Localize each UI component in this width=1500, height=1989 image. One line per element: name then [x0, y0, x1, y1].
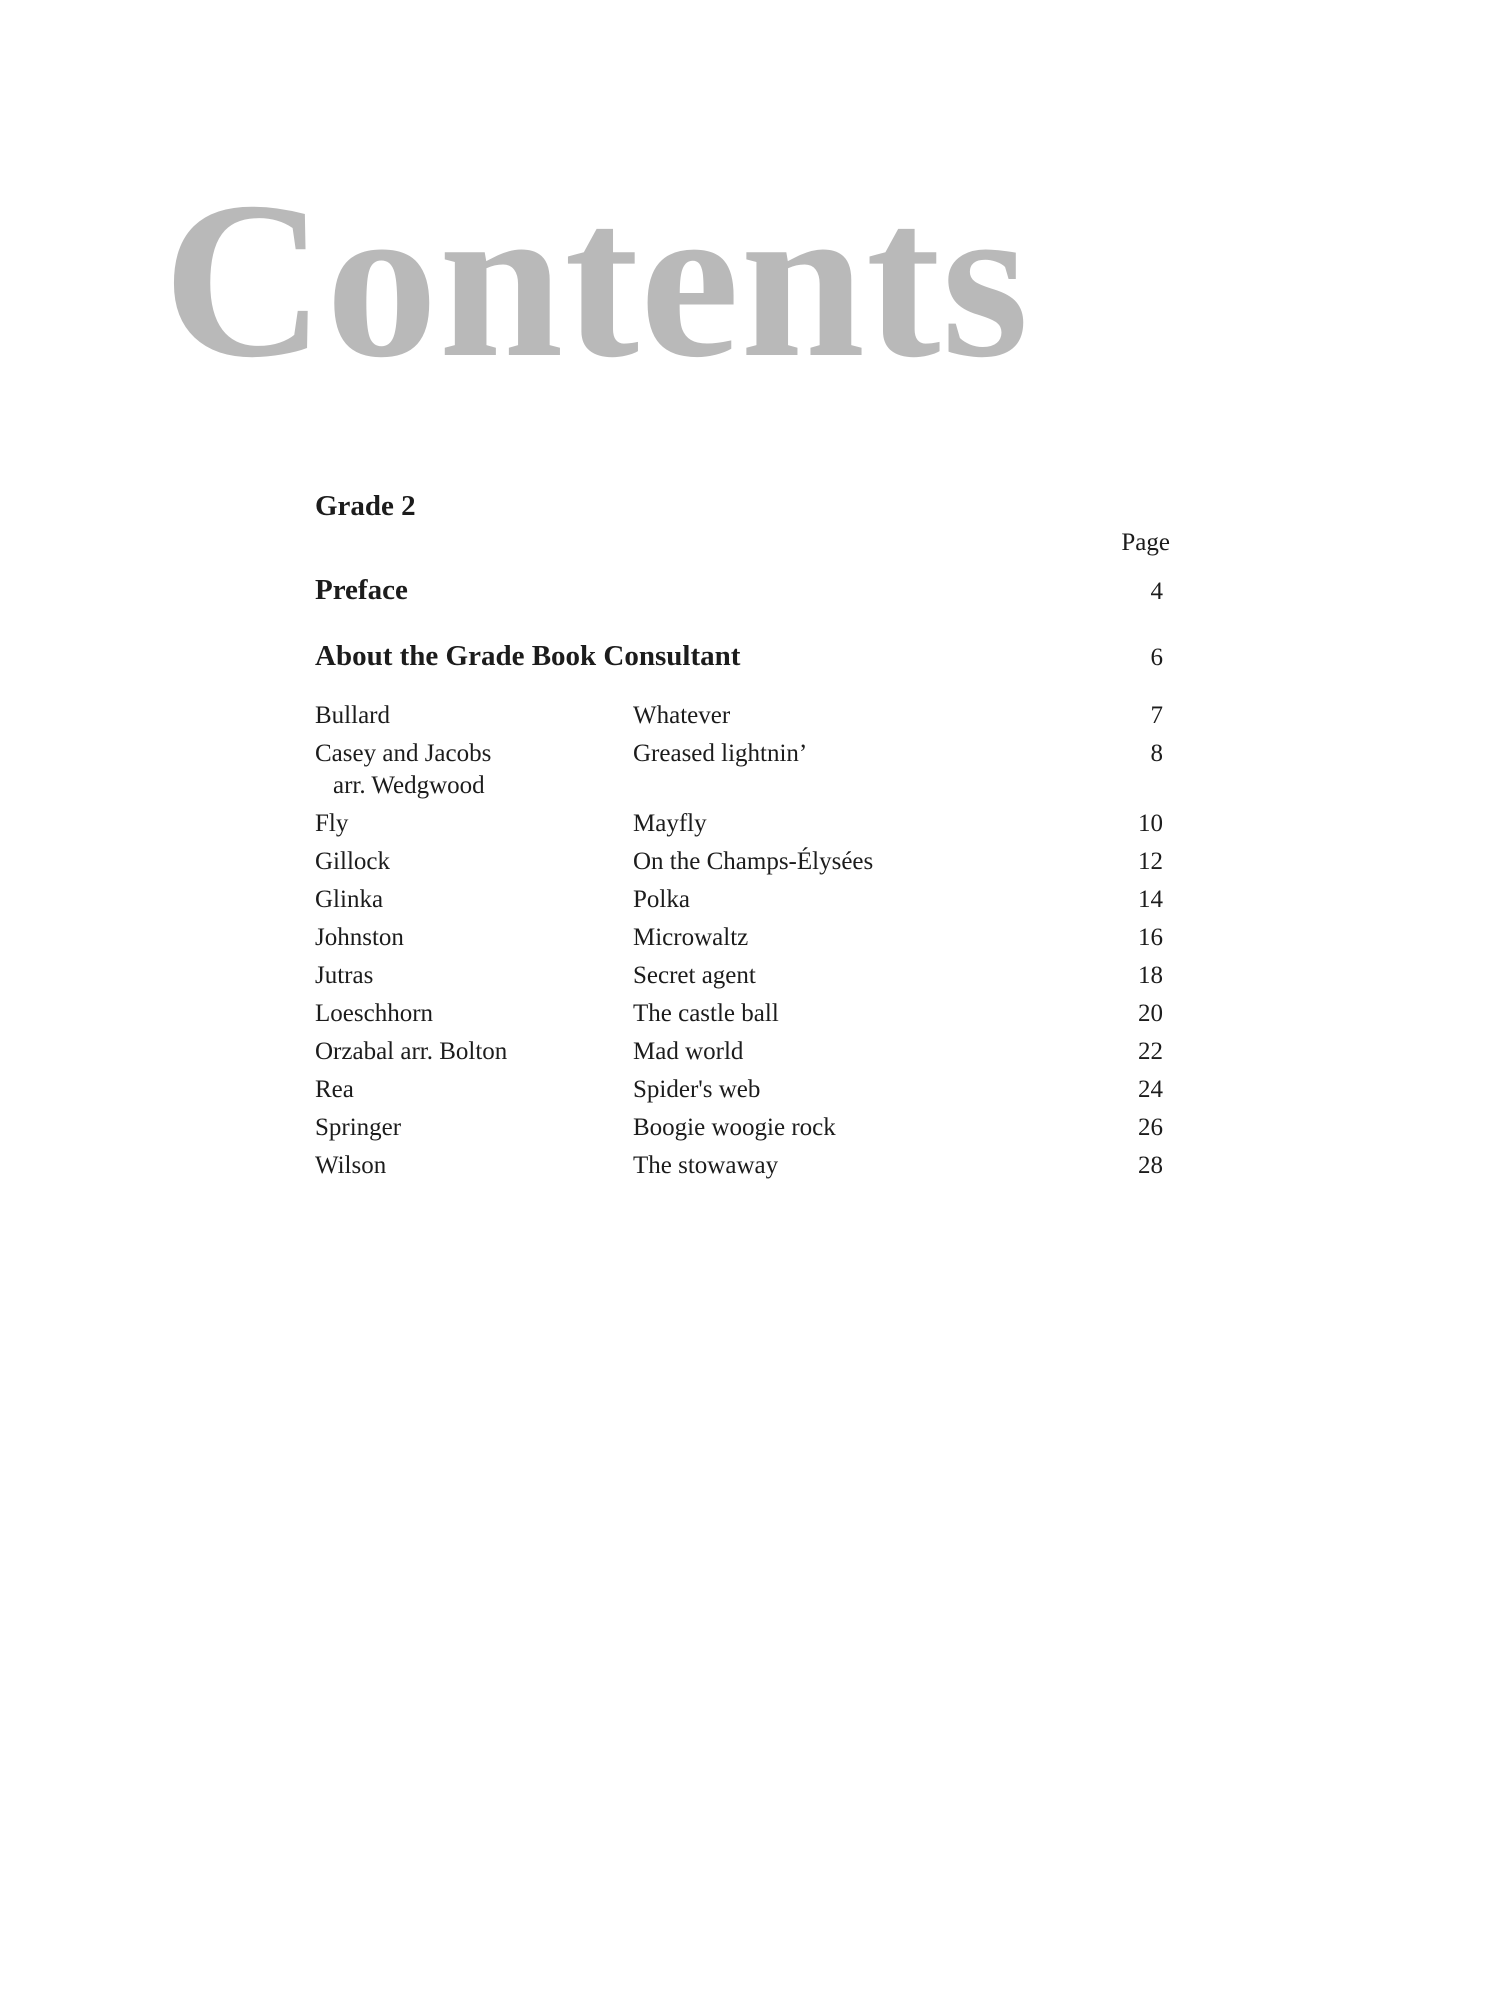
- section-label: About the Grade Book Consultant: [315, 640, 741, 672]
- entry-page-number: 8: [1150, 740, 1163, 767]
- entry-page-number: 18: [1138, 962, 1163, 989]
- composer-line-1: Casey and Jacobs: [315, 740, 492, 767]
- toc-entry[interactable]: [315, 960, 1170, 992]
- entry-page-number: 10: [1138, 810, 1163, 837]
- entry-page-number: 24: [1138, 1076, 1163, 1103]
- composer-name: Orzabal arr. Bolton: [315, 1038, 508, 1065]
- entry-page-number: 12: [1138, 848, 1163, 875]
- piece-title: Secret agent: [633, 962, 756, 989]
- entry-page-number: 20: [1138, 1000, 1163, 1027]
- piece-title: Mad world: [633, 1038, 744, 1065]
- piece-title: Spider's web: [633, 1076, 761, 1103]
- composer-name: Loeschhorn: [315, 1000, 434, 1027]
- piece-title: On the Champs-Élysées: [633, 848, 874, 875]
- composer-name: Johnston: [315, 924, 404, 951]
- toc-entry[interactable]: [315, 700, 1170, 732]
- section-page-number: 4: [1150, 578, 1163, 605]
- piece-title: Whatever: [633, 702, 731, 729]
- composer-name: Fly: [315, 810, 349, 837]
- toc-entry[interactable]: [315, 1112, 1170, 1144]
- toc-entry[interactable]: [315, 846, 1170, 878]
- piece-title: Microwaltz: [633, 924, 749, 951]
- entry-page-number: 28: [1138, 1152, 1163, 1179]
- page-title: Contents: [163, 156, 1030, 404]
- composer-name: Jutras: [315, 962, 374, 989]
- entry-page-number: 14: [1138, 886, 1163, 913]
- composer-name: Rea: [315, 1076, 354, 1103]
- composer-name: [315, 738, 633, 802]
- toc-section-preface[interactable]: [315, 570, 1170, 612]
- composer-name: Bullard: [315, 702, 390, 729]
- piece-title: Mayfly: [633, 810, 707, 837]
- composer-name: Glinka: [315, 886, 384, 913]
- composer-name: Wilson: [315, 1152, 387, 1179]
- entry-page-number: 22: [1138, 1038, 1163, 1065]
- page-column-label: Page: [1121, 529, 1170, 556]
- entry-page-number: 16: [1138, 924, 1163, 951]
- toc-entry[interactable]: [315, 1150, 1170, 1182]
- composer-name: Springer: [315, 1114, 402, 1141]
- piece-title: The castle ball: [633, 1000, 779, 1027]
- toc-entry[interactable]: [315, 922, 1170, 954]
- toc-entry[interactable]: [315, 884, 1170, 916]
- composer-line-2: arr. Wedgwood: [333, 772, 485, 799]
- section-page-number: 6: [1150, 644, 1163, 671]
- toc-entry[interactable]: [315, 1074, 1170, 1106]
- entry-page-number: 26: [1138, 1114, 1163, 1141]
- toc-entry[interactable]: [315, 808, 1170, 840]
- grade-heading: Grade 2: [315, 490, 416, 522]
- piece-title: Boogie woogie rock: [633, 1114, 836, 1141]
- piece-title: Greased lightnin’: [633, 740, 808, 767]
- toc-entries-list: [315, 700, 1170, 1182]
- toc-section-about-consultant[interactable]: [315, 636, 1170, 678]
- piece-title: The stowaway: [633, 1152, 779, 1179]
- toc-entry[interactable]: [315, 1036, 1170, 1068]
- toc-entry[interactable]: [315, 998, 1170, 1030]
- toc-entry[interactable]: [315, 738, 1170, 802]
- entry-page-number: 7: [1150, 702, 1163, 729]
- composer-name: Gillock: [315, 848, 390, 875]
- piece-title: Polka: [633, 886, 690, 913]
- table-of-contents: [315, 486, 1170, 1188]
- section-label: Preface: [315, 574, 408, 606]
